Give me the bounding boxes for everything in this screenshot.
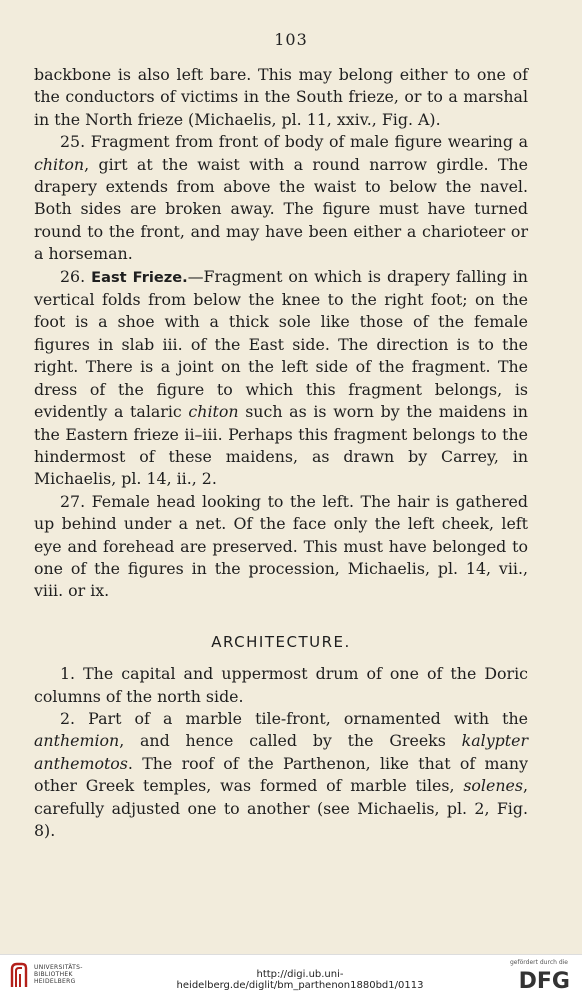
text-run: 1. The capital and uppermost drum of one of the Doric columns of the north side. [34,664,528,706]
body-text [34,64,528,842]
library-name [34,964,83,985]
italic-term: chiton [34,154,85,174]
library-name-line: UNIVERSITÄTS- [34,964,83,971]
text-run: —Fragment on which is drapery falling in vertical folds from below the knee to the right foot; on the foot is a shoe with a thick sole like those of the female figures in slab iii. of the East side. The direction is to the right. There is a joint on the left side of the fragment. The dress of the figure to which this fragment belongs, is evidently a talaric [34,266,528,422]
funder-caption: gefördert durch die [510,959,568,966]
paragraph [34,663,528,708]
library-logo-icon [8,961,30,989]
text-run: . The roof of the Parthenon, like that of many other Greek temples, was formed of marble tiles, [34,753,528,796]
paragraph [34,131,528,265]
dfg-logo: DFG [518,969,570,994]
text-run: , and hence called by the Greeks [119,731,462,751]
paragraph-group [34,64,528,603]
italic-term: kalypter anthemotos [34,731,528,773]
text-run: backbone is also left bare. This may belong either to one of the conductors of victims in the South frieze, or to a marshal in the North frieze (Michaelis, pl. 11, xxiv., Fig. A). [34,65,528,129]
text-run: 25. Fragment from front of body of male figure wearing a [60,132,528,152]
library-name-line: BIBLIOTHEK [34,971,73,978]
italic-term: chiton [188,402,239,422]
text-run: such as is worn by the maidens in the Eastern frieze ii–iii. Perhaps this fragment belongs to the hindermost of these maidens, as drawn by Carrey, in Michaelis, pl. 14, ii., 2. [34,402,528,489]
text-run: 26. [60,266,92,286]
text-run: 27. Female head looking to the left. The hair is gathered up behind under a net. Of the face only the left cheek, left eye and forehead are preserved. This must have belonged to one of the figures in the procession, Michaelis, pl. 14, vii., viii. or ix. [34,491,528,601]
text-run: 2. Part of a marble tile-front, ornamented with the [60,708,528,728]
paragraph-group [34,663,528,842]
text-run: , girt at the waist with a round narrow girdle. The drapery extends from above the waist to below the navel. Both sides are broken away. The figure must have turned round to the front, and may have been either a charioteer or a horseman. [34,154,528,264]
italic-term: anthemion [34,731,120,751]
paragraph [34,491,528,603]
italic-term: solenes [463,776,523,796]
run-heading: East Frieze. [91,268,188,286]
library-name-line: HEIDELBERG [34,978,76,985]
section-heading: ARCHITECTURE. [211,632,351,651]
page-number: 103 [274,30,308,49]
permalink-url[interactable]: http://digi.ub.uni-heidelberg.de/diglit/bm_parthenon1880bd1/0113 [176,969,424,991]
paragraph [34,64,528,131]
paragraph [34,708,528,842]
footer-bar [0,954,582,995]
text-run: , carefully adjusted one to another (see Michaelis, pl. 2, Fig. 8). [34,776,528,840]
paragraph [34,266,528,491]
